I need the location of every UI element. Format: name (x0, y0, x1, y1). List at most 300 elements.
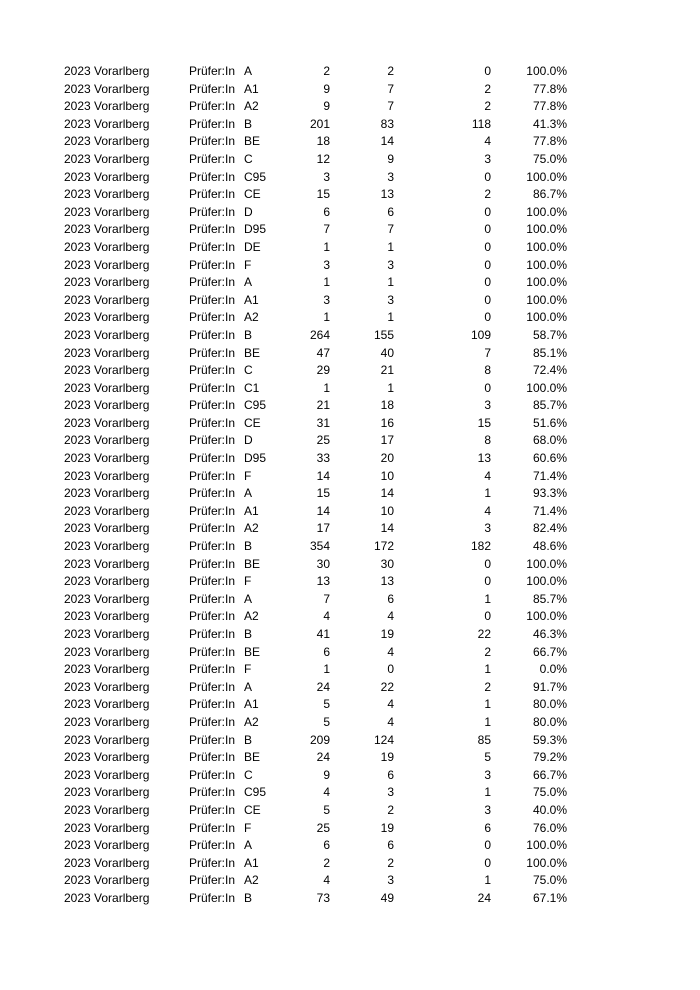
cell-failed: 0 (484, 380, 491, 395)
cell-role: Prüfer:In (189, 644, 236, 659)
cell-total: 14 (316, 503, 330, 518)
cell-year-region: 2023 Vorarlberg (64, 767, 150, 782)
cell-year-region: 2023 Vorarlberg (64, 99, 150, 114)
cell-year-region: 2023 Vorarlberg (64, 468, 150, 483)
cell-year-region: 2023 Vorarlberg (64, 134, 150, 149)
cell-license-class: C (244, 767, 253, 782)
cell-failed: 1 (484, 486, 491, 501)
cell-role: Prüfer:In (189, 873, 236, 888)
cell-license-class: A (244, 591, 253, 606)
cell-license-class: C95 (244, 398, 267, 413)
cell-failed: 1 (484, 785, 491, 800)
cell-license-class: F (244, 662, 252, 677)
cell-passed: 20 (380, 451, 394, 466)
cell-passed: 7 (387, 81, 394, 96)
cell-role: Prüfer:In (189, 239, 236, 254)
table-row (0, 116, 700, 134)
cell-year-region: 2023 Vorarlberg (64, 539, 150, 554)
cell-role: Prüfer:In (189, 187, 236, 202)
table-row (0, 397, 700, 415)
table-row (0, 538, 700, 556)
cell-pass-rate: 100.0% (526, 169, 567, 184)
cell-failed: 8 (484, 433, 491, 448)
cell-total: 24 (316, 679, 330, 694)
cell-total: 29 (316, 363, 330, 378)
cell-pass-rate: 40.0% (532, 802, 567, 817)
cell-year-region: 2023 Vorarlberg (64, 345, 150, 360)
cell-license-class: A1 (244, 697, 259, 712)
cell-role: Prüfer:In (189, 415, 236, 430)
cell-total: 6 (323, 644, 330, 659)
cell-year-region: 2023 Vorarlberg (64, 556, 150, 571)
cell-pass-rate: 0.0% (539, 662, 567, 677)
cell-failed: 1 (484, 714, 491, 729)
cell-total: 21 (316, 398, 330, 413)
cell-license-class: CE (244, 802, 261, 817)
cell-total: 13 (316, 574, 330, 589)
cell-total: 1 (323, 380, 330, 395)
cell-pass-rate: 46.3% (532, 627, 567, 641)
table-row (0, 151, 700, 169)
table-row (0, 239, 700, 257)
cell-year-region: 2023 Vorarlberg (64, 521, 150, 536)
cell-total: 14 (316, 468, 330, 483)
cell-role: Prüfer:In (189, 81, 236, 96)
cell-pass-rate: 48.6% (532, 539, 567, 554)
table-row (0, 362, 700, 380)
cell-failed: 0 (484, 292, 491, 307)
table-row (0, 732, 700, 750)
cell-license-class: A (244, 679, 253, 694)
table-row (0, 169, 700, 187)
cell-failed: 2 (484, 679, 491, 694)
cell-total: 15 (316, 486, 330, 501)
cell-pass-rate: 77.8% (532, 99, 567, 114)
cell-role: Prüfer:In (189, 151, 236, 166)
cell-failed: 7 (484, 345, 491, 360)
cell-failed: 8 (484, 363, 491, 378)
cell-license-class: B (244, 732, 253, 747)
cell-passed: 19 (380, 627, 394, 641)
cell-license-class: F (244, 257, 252, 272)
cell-failed: 0 (484, 169, 491, 184)
cell-failed: 0 (484, 838, 491, 853)
cell-license-class: C1 (244, 380, 260, 395)
cell-year-region: 2023 Vorarlberg (64, 257, 150, 272)
cell-passed: 14 (380, 521, 394, 536)
cell-year-region: 2023 Vorarlberg (64, 627, 150, 641)
cell-year-region: 2023 Vorarlberg (64, 785, 150, 800)
cell-license-class: A2 (244, 609, 259, 624)
cell-passed: 10 (380, 468, 394, 483)
cell-failed: 0 (484, 556, 491, 571)
cell-failed: 1 (484, 591, 491, 606)
cell-pass-rate: 71.4% (532, 503, 567, 518)
table-row (0, 309, 700, 327)
cell-year-region: 2023 Vorarlberg (64, 363, 150, 378)
cell-role: Prüfer:In (189, 398, 236, 413)
cell-pass-rate: 100.0% (526, 204, 567, 219)
cell-year-region: 2023 Vorarlberg (64, 609, 150, 624)
cell-passed: 10 (380, 503, 394, 518)
cell-role: Prüfer:In (189, 627, 236, 641)
cell-total: 4 (323, 609, 330, 624)
table-row (0, 837, 700, 855)
cell-failed: 0 (484, 257, 491, 272)
cell-role: Prüfer:In (189, 310, 236, 325)
cell-year-region: 2023 Vorarlberg (64, 398, 150, 413)
cell-pass-rate: 100.0% (526, 838, 567, 853)
cell-pass-rate: 86.7% (532, 187, 567, 202)
cell-pass-rate: 77.8% (532, 81, 567, 96)
cell-year-region: 2023 Vorarlberg (64, 697, 150, 712)
cell-license-class: CE (244, 415, 261, 430)
cell-passed: 17 (380, 433, 394, 448)
cell-year-region: 2023 Vorarlberg (64, 890, 150, 905)
cell-total: 41 (316, 627, 330, 641)
cell-passed: 6 (387, 838, 394, 853)
cell-total: 1 (323, 239, 330, 254)
table-row (0, 98, 700, 116)
cell-role: Prüfer:In (189, 591, 236, 606)
cell-failed: 24 (477, 890, 491, 905)
table-row (0, 644, 700, 662)
cell-total: 31 (316, 415, 330, 430)
cell-role: Prüfer:In (189, 116, 236, 131)
table-row (0, 626, 700, 644)
cell-year-region: 2023 Vorarlberg (64, 239, 150, 254)
cell-year-region: 2023 Vorarlberg (64, 503, 150, 518)
cell-pass-rate: 75.0% (532, 785, 567, 800)
cell-total: 5 (323, 802, 330, 817)
cell-pass-rate: 100.0% (526, 380, 567, 395)
cell-year-region: 2023 Vorarlberg (64, 855, 150, 870)
cell-license-class: A (244, 275, 253, 290)
table-row (0, 802, 700, 820)
cell-total: 2 (323, 64, 330, 78)
cell-license-class: F (244, 574, 252, 589)
cell-total: 18 (316, 134, 330, 149)
table-row (0, 784, 700, 802)
cell-year-region: 2023 Vorarlberg (64, 662, 150, 677)
cell-failed: 2 (484, 99, 491, 114)
table-row (0, 679, 700, 697)
cell-total: 6 (323, 204, 330, 219)
cell-pass-rate: 60.6% (532, 451, 567, 466)
cell-passed: 30 (380, 556, 394, 571)
table-row (0, 503, 700, 521)
cell-failed: 109 (470, 327, 491, 342)
cell-pass-rate: 58.7% (532, 327, 567, 342)
table-row (0, 591, 700, 609)
cell-year-region: 2023 Vorarlberg (64, 310, 150, 325)
cell-role: Prüfer:In (189, 521, 236, 536)
cell-total: 7 (323, 222, 330, 237)
cell-pass-rate: 100.0% (526, 292, 567, 307)
cell-passed: 6 (387, 204, 394, 219)
cell-failed: 1 (484, 662, 491, 677)
cell-failed: 0 (484, 239, 491, 254)
table-row (0, 63, 700, 81)
table-row (0, 81, 700, 99)
table-row (0, 450, 700, 468)
cell-role: Prüfer:In (189, 679, 236, 694)
cell-pass-rate: 66.7% (532, 644, 567, 659)
cell-passed: 6 (387, 591, 394, 606)
cell-passed: 172 (373, 539, 394, 554)
cell-pass-rate: 51.6% (532, 415, 567, 430)
cell-year-region: 2023 Vorarlberg (64, 433, 150, 448)
cell-year-region: 2023 Vorarlberg (64, 204, 150, 219)
cell-failed: 2 (484, 644, 491, 659)
cell-license-class: C95 (244, 785, 267, 800)
cell-pass-rate: 79.2% (532, 750, 567, 765)
cell-role: Prüfer:In (189, 345, 236, 360)
cell-total: 6 (323, 838, 330, 853)
cell-pass-rate: 41.3% (532, 116, 567, 131)
cell-pass-rate: 91.7% (532, 679, 567, 694)
cell-pass-rate: 75.0% (532, 873, 567, 888)
cell-failed: 13 (477, 451, 491, 466)
cell-passed: 16 (380, 415, 394, 430)
cell-failed: 85 (477, 732, 491, 747)
table-row (0, 485, 700, 503)
cell-total: 25 (316, 433, 330, 448)
cell-total: 4 (323, 785, 330, 800)
cell-pass-rate: 93.3% (532, 486, 567, 501)
table-row (0, 556, 700, 574)
cell-role: Prüfer:In (189, 99, 236, 114)
cell-role: Prüfer:In (189, 732, 236, 747)
cell-passed: 3 (387, 292, 394, 307)
cell-role: Prüfer:In (189, 468, 236, 483)
cell-year-region: 2023 Vorarlberg (64, 802, 150, 817)
cell-pass-rate: 59.3% (532, 732, 567, 747)
cell-license-class: D (244, 204, 253, 219)
cell-license-class: D (244, 433, 253, 448)
cell-role: Prüfer:In (189, 697, 236, 712)
cell-total: 2 (323, 855, 330, 870)
cell-role: Prüfer:In (189, 556, 236, 571)
cell-passed: 14 (380, 134, 394, 149)
cell-license-class: A (244, 838, 253, 853)
cell-failed: 0 (484, 64, 491, 78)
table-row (0, 749, 700, 767)
table-row (0, 274, 700, 292)
cell-year-region: 2023 Vorarlberg (64, 451, 150, 466)
cell-passed: 1 (387, 275, 394, 290)
table-row (0, 221, 700, 239)
cell-passed: 3 (387, 257, 394, 272)
cell-role: Prüfer:In (189, 486, 236, 501)
cell-role: Prüfer:In (189, 750, 236, 765)
cell-license-class: A2 (244, 310, 259, 325)
cell-pass-rate: 100.0% (526, 609, 567, 624)
table-row (0, 292, 700, 310)
cell-role: Prüfer:In (189, 714, 236, 729)
cell-year-region: 2023 Vorarlberg (64, 591, 150, 606)
cell-license-class: B (244, 627, 253, 641)
cell-failed: 0 (484, 574, 491, 589)
cell-failed: 3 (484, 802, 491, 817)
cell-pass-rate: 67.1% (532, 890, 567, 905)
cell-year-region: 2023 Vorarlberg (64, 64, 150, 78)
cell-passed: 124 (373, 732, 394, 747)
cell-pass-rate: 100.0% (526, 310, 567, 325)
cell-pass-rate: 85.7% (532, 398, 567, 413)
cell-passed: 19 (380, 750, 394, 765)
cell-failed: 0 (484, 609, 491, 624)
table-row (0, 133, 700, 151)
cell-license-class: A (244, 486, 253, 501)
cell-role: Prüfer:In (189, 855, 236, 870)
cell-passed: 7 (387, 222, 394, 237)
cell-pass-rate: 80.0% (532, 714, 567, 729)
table-row (0, 204, 700, 222)
cell-total: 7 (323, 591, 330, 606)
cell-year-region: 2023 Vorarlberg (64, 275, 150, 290)
cell-license-class: B (244, 327, 253, 342)
cell-failed: 4 (484, 468, 491, 483)
cell-failed: 1 (484, 873, 491, 888)
cell-year-region: 2023 Vorarlberg (64, 732, 150, 747)
cell-license-class: A1 (244, 503, 259, 518)
cell-year-region: 2023 Vorarlberg (64, 679, 150, 694)
cell-year-region: 2023 Vorarlberg (64, 714, 150, 729)
cell-total: 1 (323, 275, 330, 290)
cell-role: Prüfer:In (189, 574, 236, 589)
cell-license-class: A2 (244, 714, 259, 729)
cell-license-class: DE (244, 239, 261, 254)
cell-pass-rate: 100.0% (526, 574, 567, 589)
cell-license-class: A2 (244, 99, 259, 114)
cell-failed: 0 (484, 310, 491, 325)
cell-role: Prüfer:In (189, 838, 236, 853)
cell-year-region: 2023 Vorarlberg (64, 81, 150, 96)
cell-passed: 1 (387, 380, 394, 395)
cell-license-class: C (244, 363, 253, 378)
cell-license-class: C (244, 151, 253, 166)
cell-license-class: C95 (244, 169, 267, 184)
table-row (0, 327, 700, 345)
cell-role: Prüfer:In (189, 222, 236, 237)
cell-total: 5 (323, 697, 330, 712)
cell-role: Prüfer:In (189, 451, 236, 466)
cell-year-region: 2023 Vorarlberg (64, 169, 150, 184)
cell-pass-rate: 100.0% (526, 855, 567, 870)
cell-role: Prüfer:In (189, 64, 236, 78)
cell-license-class: A (244, 64, 253, 78)
cell-pass-rate: 100.0% (526, 257, 567, 272)
cell-passed: 7 (387, 99, 394, 114)
data-table (0, 63, 700, 908)
cell-passed: 4 (387, 697, 394, 712)
cell-failed: 3 (484, 398, 491, 413)
cell-total: 209 (309, 732, 330, 747)
table-row (0, 872, 700, 890)
cell-role: Prüfer:In (189, 820, 236, 835)
cell-role: Prüfer:In (189, 257, 236, 272)
cell-pass-rate: 71.4% (532, 468, 567, 483)
cell-failed: 5 (484, 750, 491, 765)
cell-license-class: D95 (244, 222, 267, 237)
cell-passed: 4 (387, 644, 394, 659)
cell-passed: 21 (380, 363, 394, 378)
cell-role: Prüfer:In (189, 380, 236, 395)
cell-pass-rate: 100.0% (526, 222, 567, 237)
cell-total: 24 (316, 750, 330, 765)
cell-year-region: 2023 Vorarlberg (64, 750, 150, 765)
cell-license-class: B (244, 890, 253, 905)
cell-role: Prüfer:In (189, 890, 236, 905)
cell-passed: 9 (387, 151, 394, 166)
cell-year-region: 2023 Vorarlberg (64, 151, 150, 166)
cell-total: 1 (323, 310, 330, 325)
cell-total: 25 (316, 820, 330, 835)
cell-license-class: BE (244, 556, 261, 571)
cell-failed: 0 (484, 204, 491, 219)
cell-role: Prüfer:In (189, 539, 236, 554)
cell-failed: 4 (484, 503, 491, 518)
cell-passed: 13 (380, 574, 394, 589)
cell-year-region: 2023 Vorarlberg (64, 486, 150, 501)
cell-year-region: 2023 Vorarlberg (64, 292, 150, 307)
cell-total: 3 (323, 292, 330, 307)
cell-failed: 3 (484, 767, 491, 782)
cell-total: 4 (323, 873, 330, 888)
cell-year-region: 2023 Vorarlberg (64, 380, 150, 395)
cell-license-class: A1 (244, 292, 259, 307)
cell-failed: 6 (484, 820, 491, 835)
cell-total: 33 (316, 451, 330, 466)
cell-role: Prüfer:In (189, 785, 236, 800)
cell-license-class: F (244, 468, 252, 483)
cell-year-region: 2023 Vorarlberg (64, 116, 150, 131)
cell-failed: 0 (484, 275, 491, 290)
cell-passed: 3 (387, 873, 394, 888)
cell-role: Prüfer:In (189, 802, 236, 817)
cell-pass-rate: 66.7% (532, 767, 567, 782)
cell-total: 9 (323, 81, 330, 96)
cell-failed: 118 (471, 116, 491, 131)
table-row (0, 257, 700, 275)
cell-license-class: A2 (244, 873, 259, 888)
cell-failed: 2 (484, 81, 491, 96)
cell-passed: 2 (387, 855, 394, 870)
cell-failed: 15 (477, 415, 491, 430)
cell-year-region: 2023 Vorarlberg (64, 222, 150, 237)
cell-total: 5 (323, 714, 330, 729)
cell-pass-rate: 100.0% (526, 556, 567, 571)
cell-role: Prüfer:In (189, 433, 236, 448)
cell-pass-rate: 72.4% (532, 363, 567, 378)
cell-failed: 2 (484, 187, 491, 202)
cell-total: 1 (323, 662, 330, 677)
cell-passed: 4 (387, 609, 394, 624)
cell-total: 3 (323, 257, 330, 272)
cell-passed: 6 (387, 767, 394, 782)
cell-license-class: BE (244, 644, 261, 659)
cell-license-class: A1 (244, 81, 259, 96)
cell-passed: 3 (387, 785, 394, 800)
cell-license-class: B (244, 539, 253, 554)
table-row (0, 380, 700, 398)
cell-failed: 182 (470, 539, 491, 554)
cell-license-class: A1 (244, 855, 259, 870)
cell-license-class: BE (244, 345, 261, 360)
cell-license-class: BE (244, 750, 261, 765)
cell-failed: 3 (484, 151, 491, 166)
